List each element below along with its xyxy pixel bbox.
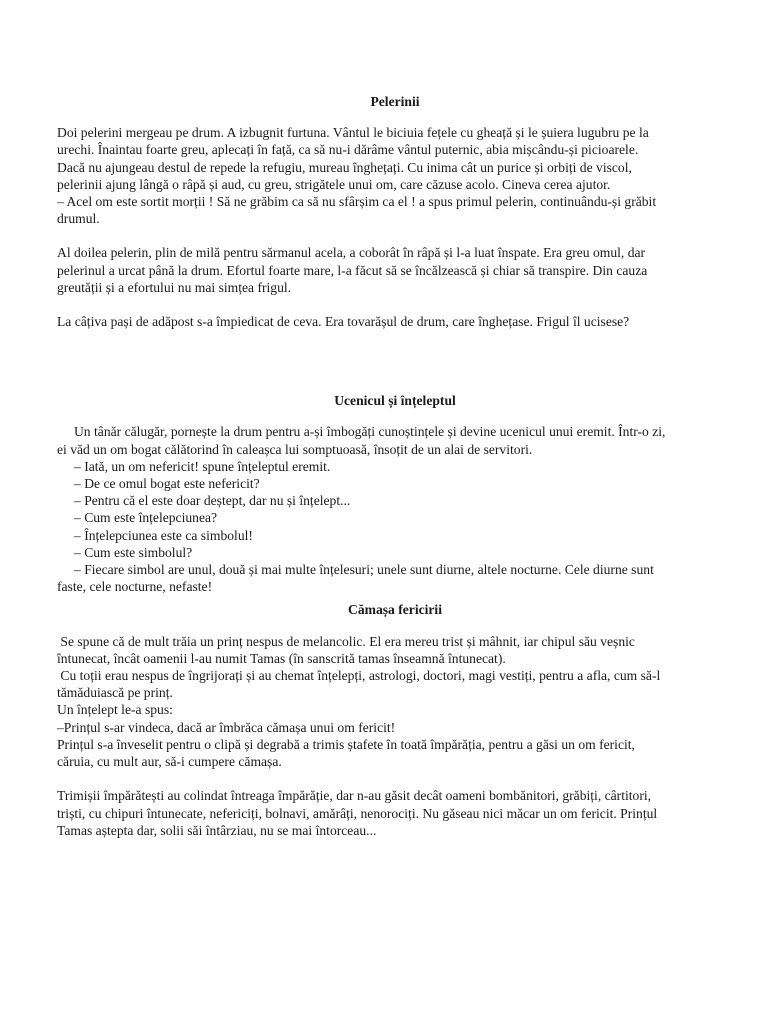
dialogue-line: – Pentru că el este doar deștept, dar nu și înțelept... bbox=[74, 493, 351, 509]
text-line: întunecat, încât oamenii l-au numit Tamas (în sanscrită tamas înseamnă întunecat). bbox=[57, 650, 506, 666]
document-body bbox=[57, 93, 733, 856]
dialogue-line: – Înțelepciunea este ca simbolul! bbox=[74, 527, 253, 543]
story-camasa-fericirii bbox=[57, 601, 733, 838]
text-line: pelerinii ajung lângă o râpă și aud, cu greu, strigătele unui om, care căzuse acolo. Cineva cerea ajutor. bbox=[57, 176, 611, 192]
text-line: tămăduiască pe prinț. bbox=[57, 685, 173, 701]
paragraph bbox=[57, 244, 733, 296]
text-line: Dacă nu ajungeau destul de repede la refugiu, mureau înghețați. Cu inima cât un purice și orbiți de viscol, bbox=[57, 159, 632, 175]
dialogue-line: – Cum este înțelepciunea? bbox=[74, 510, 218, 526]
dialogue-line: – Cum este simbolul? bbox=[74, 544, 193, 560]
text-line: greutății și a efortului nu mai simțea frigul. bbox=[57, 279, 292, 295]
text-line: faste, cele nocturne, nefaste! bbox=[57, 579, 213, 595]
text-line: triști, cu chipuri întunecate, nefericiți, bolnavi, amărâți, nenorociți. Nu găseau nici măcar un om fericit. Prințul bbox=[57, 805, 658, 821]
story-ucenicul bbox=[57, 392, 733, 595]
text-line: Tamas aștepta dar, solii săi întârziau, nu se mai întorceau... bbox=[57, 822, 377, 838]
text-line: Un tânăr călugăr, pornește la drum pentru a-și îmbogăți cunoștințele și devine ucenicul unui eremit. Într-o zi, bbox=[57, 424, 666, 440]
text-line: drumul. bbox=[57, 211, 100, 227]
dialogue-line: – De ce omul bogat este nefericit? bbox=[74, 476, 260, 492]
text-line: urechi. Înaintau foarte greu, aplecați în față, ca să nu-i dărâme vântul puternic, abia mișcându-și picioarele. bbox=[57, 142, 639, 158]
dialogue-line: – Iată, un om nefericit! spune înțeleptul eremit. bbox=[74, 458, 331, 474]
text-line: – Acel om este sortit morții ! Să ne grăbim ca să nu sfârșim ca el ! a spus primul pelerin, continuându-și grăbit bbox=[57, 194, 657, 210]
text-line: Prințul s-a înveselit pentru o clipă și degrabă a trimis ștafete în toată împărăția, pentru a găsi un om fericit, bbox=[57, 736, 635, 752]
story-title: Cămașa fericirii bbox=[348, 602, 442, 618]
story-title: Pelerinii bbox=[370, 94, 420, 109]
text-line: Se spune că de mult trăia un prinț nespus de melancolic. El era mereu trist și mâhnit, iar chipul său veșnic bbox=[57, 633, 635, 649]
text-line: La câțiva pași de adăpost s-a împiedicat de ceva. Era tovarășul de drum, care înghețase. Frigul îl ucisese? bbox=[57, 314, 630, 330]
story-pelerinii bbox=[57, 93, 733, 330]
text-line: căruia, cu mult aur, să-i cumpere cămașa. bbox=[57, 754, 282, 770]
text-line: –Prințul s-ar vindeca, dacă ar îmbrăca cămașa unui om fericit! bbox=[57, 719, 396, 735]
paragraph bbox=[57, 633, 733, 771]
paragraph bbox=[57, 313, 733, 330]
story-title: Ucenicul și înțeleptul bbox=[334, 393, 456, 409]
text-line: Doi pelerini mergeau pe drum. A izbugnit furtuna. Vântul le biciuia fețele cu gheață și le șuiera lugubru pe la bbox=[57, 125, 649, 141]
text-line: Al doilea pelerin, plin de milă pentru sărmanul acela, a coborât în râpă și l-a luat înspate. Era greu omul, dar bbox=[57, 245, 646, 261]
text-line: Un înțelept le-a spus: bbox=[57, 702, 173, 718]
text-line: pelerinul a urcat până la drum. Efortul foarte mare, l-a făcut să se încălzească și chiar să transpire. Din cauza bbox=[57, 262, 648, 278]
paragraph bbox=[57, 423, 733, 595]
text-line: ei văd un om bogat călătorind în caleașca lui somptuoasă, însoțit de un alai de servitori. bbox=[57, 441, 533, 457]
text-line: Trimișii împărătești au colindat întreaga împărăție, dar n-au găsit decât oameni bombănitori, grăbiți, cârtitori, bbox=[57, 788, 652, 804]
text-line: Cu toții erau nespus de îngrijorați și au chemat înțelepți, astrologi, doctori, magi vestiți, pentru a afla, cum să-l bbox=[57, 668, 661, 684]
section-spacer bbox=[57, 347, 733, 392]
paragraph bbox=[57, 124, 733, 227]
dialogue-line: – Fiecare simbol are unul, două și mai multe înțelesuri; unele sunt diurne, altele nocturne. Cele diurne sunt bbox=[74, 562, 654, 578]
paragraph bbox=[57, 787, 733, 839]
